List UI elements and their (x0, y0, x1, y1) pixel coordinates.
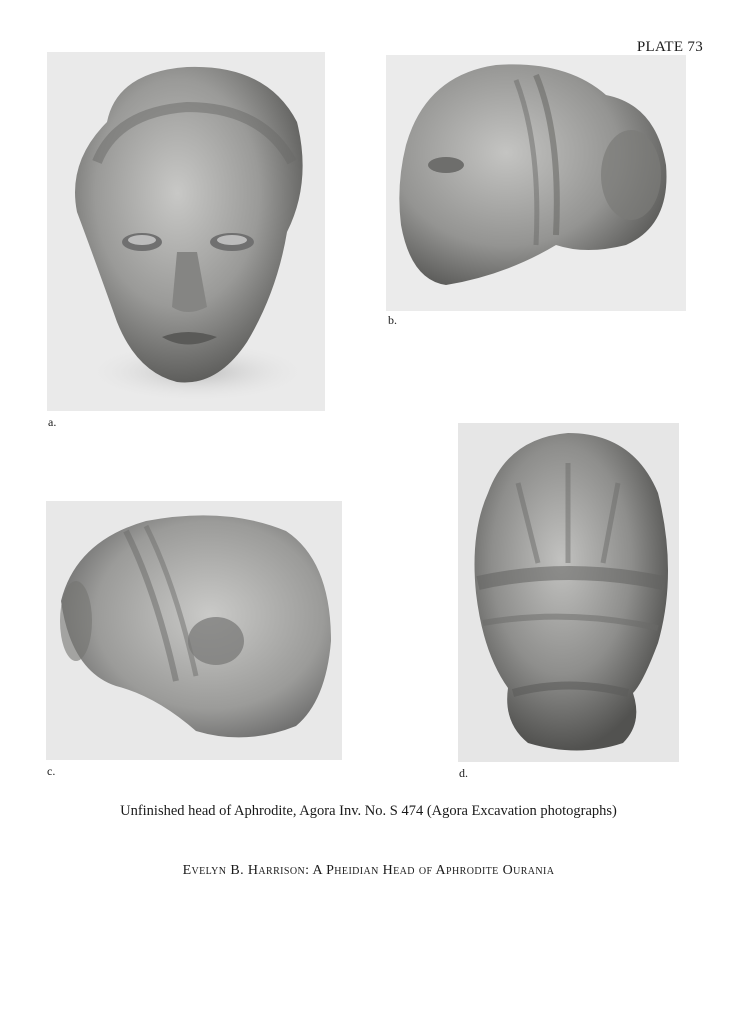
figure-b-photo (386, 55, 686, 311)
plate-caption: Unfinished head of Aphrodite, Agora Inv. No. S 474 (Agora Excavation photographs) (120, 803, 617, 819)
figure-d-label: d. (459, 766, 468, 780)
figure-d-photo (458, 423, 679, 762)
article-credit: Evelyn B. Harrison: A Pheidian Head of Aphrodite Ourania (182, 863, 555, 878)
figure-a-label: a. (48, 415, 57, 429)
figure-b-label: b. (388, 313, 397, 327)
figure-a-photo (47, 52, 325, 411)
plate-label: PLATE 73 (636, 39, 703, 55)
figure-c-label: c. (47, 764, 56, 778)
figure-c-photo (46, 501, 342, 760)
